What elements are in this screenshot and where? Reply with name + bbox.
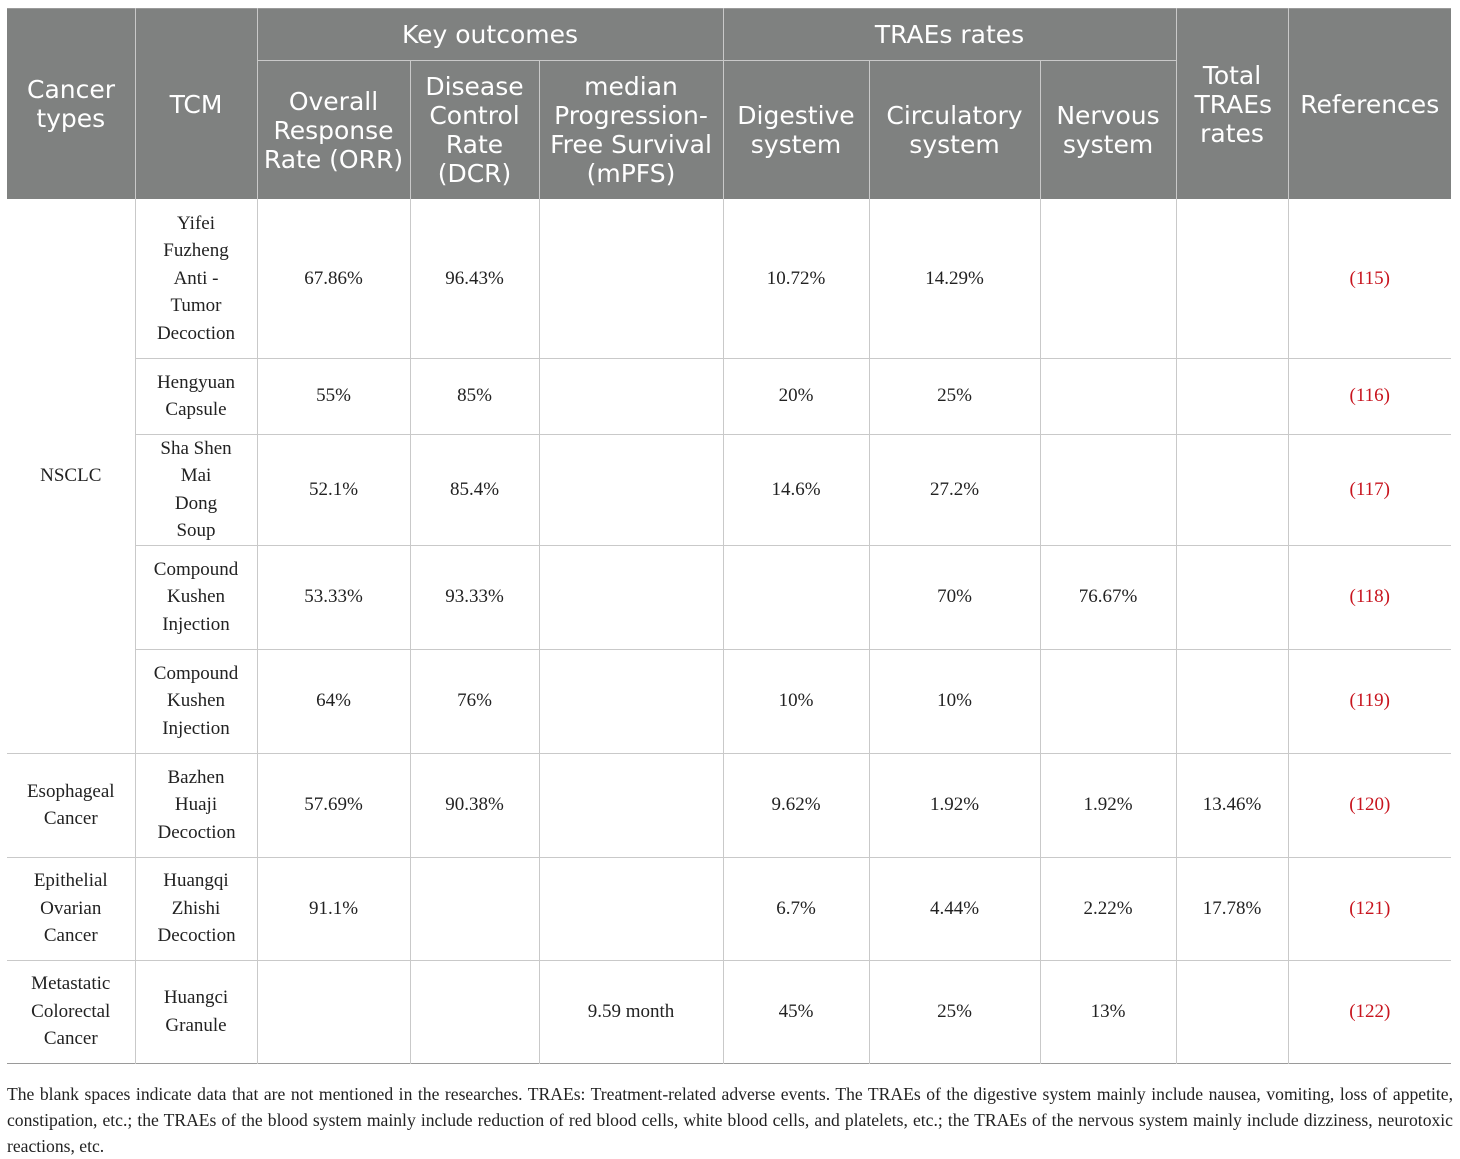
tcm-cell: Huangci Granule bbox=[135, 960, 257, 1063]
mpfs-cell bbox=[539, 545, 723, 649]
reference-link[interactable]: 115 bbox=[1355, 267, 1384, 289]
digestive-cell: 9.62% bbox=[723, 753, 869, 857]
table-row bbox=[7, 857, 1451, 960]
tcm-outcomes-table bbox=[7, 8, 1451, 1064]
nervous-cell: 2.22% bbox=[1040, 857, 1176, 960]
table-row bbox=[7, 545, 1451, 649]
mpfs-cell bbox=[539, 199, 723, 358]
digestive-cell: 10.72% bbox=[723, 199, 869, 358]
tcm-cell: Compound Kushen Injection bbox=[135, 545, 257, 649]
total-traes-cell bbox=[1176, 960, 1288, 1063]
reference-link[interactable]: 119 bbox=[1355, 690, 1384, 712]
tcm-cell: Compound Kushen Injection bbox=[135, 649, 257, 753]
dcr-cell: 85% bbox=[410, 358, 539, 434]
tcm-cell: Sha Shen Mai Dong Soup bbox=[135, 434, 257, 545]
digestive-cell: 45% bbox=[723, 960, 869, 1063]
orr-cell: 91.1% bbox=[257, 857, 410, 960]
total-traes-cell bbox=[1176, 434, 1288, 545]
circulatory-cell: 10% bbox=[869, 649, 1040, 753]
circulatory-cell: 25% bbox=[869, 960, 1040, 1063]
tcm-cell: Hengyuan Capsule bbox=[135, 358, 257, 434]
table-row bbox=[7, 358, 1451, 434]
header-orr: Overall Response Rate (ORR) bbox=[257, 61, 410, 200]
table-row bbox=[7, 649, 1451, 753]
orr-cell: 53.33% bbox=[257, 545, 410, 649]
nervous-cell: 76.67% bbox=[1040, 545, 1176, 649]
header-digestive: Digestive system bbox=[723, 61, 869, 200]
orr-cell: 67.86% bbox=[257, 199, 410, 358]
circulatory-cell: 1.92% bbox=[869, 753, 1040, 857]
reference-cell: (116) bbox=[1288, 358, 1451, 434]
dcr-cell: 93.33% bbox=[410, 545, 539, 649]
header-nervous: Nervous system bbox=[1040, 61, 1176, 200]
tcm-cell: Huangqi Zhishi Decoction bbox=[135, 857, 257, 960]
header-dcr: Disease Control Rate (DCR) bbox=[410, 61, 539, 200]
nervous-cell: 1.92% bbox=[1040, 753, 1176, 857]
cancer-type-cell: NSCLC bbox=[7, 199, 135, 753]
orr-cell: 57.69% bbox=[257, 753, 410, 857]
reference-link[interactable]: 118 bbox=[1355, 586, 1384, 608]
dcr-cell: 90.38% bbox=[410, 753, 539, 857]
header-cancer-types: Cancer types bbox=[7, 9, 135, 200]
table-row bbox=[7, 199, 1451, 358]
total-traes-cell bbox=[1176, 649, 1288, 753]
reference-cell: (119) bbox=[1288, 649, 1451, 753]
mpfs-cell: 9.59 month bbox=[539, 960, 723, 1063]
orr-cell: 55% bbox=[257, 358, 410, 434]
header-circulatory: Circulatory system bbox=[869, 61, 1040, 200]
reference-cell: (120) bbox=[1288, 753, 1451, 857]
total-traes-cell: 17.78% bbox=[1176, 857, 1288, 960]
header-references: References bbox=[1288, 9, 1451, 200]
cancer-type-cell: Epithelial Ovarian Cancer bbox=[7, 857, 135, 960]
reference-cell: (117) bbox=[1288, 434, 1451, 545]
digestive-cell: 14.6% bbox=[723, 434, 869, 545]
reference-link[interactable]: 120 bbox=[1355, 794, 1385, 816]
reference-cell: (121) bbox=[1288, 857, 1451, 960]
total-traes-cell: 13.46% bbox=[1176, 753, 1288, 857]
orr-cell: 64% bbox=[257, 649, 410, 753]
dcr-cell: 96.43% bbox=[410, 199, 539, 358]
table-container bbox=[7, 8, 1451, 1064]
reference-cell: (122) bbox=[1288, 960, 1451, 1063]
reference-link[interactable]: 121 bbox=[1355, 897, 1385, 919]
dcr-cell: 85.4% bbox=[410, 434, 539, 545]
tcm-cell: Bazhen Huaji Decoction bbox=[135, 753, 257, 857]
nervous-cell bbox=[1040, 434, 1176, 545]
digestive-cell bbox=[723, 545, 869, 649]
mpfs-cell bbox=[539, 358, 723, 434]
nervous-cell bbox=[1040, 358, 1176, 434]
header-traes-rates: TRAEs rates bbox=[723, 9, 1176, 61]
mpfs-cell bbox=[539, 434, 723, 545]
orr-cell bbox=[257, 960, 410, 1063]
reference-link[interactable]: 116 bbox=[1355, 385, 1384, 407]
header-mpfs: median Progression-Free Survival (mPFS) bbox=[539, 61, 723, 200]
nervous-cell bbox=[1040, 649, 1176, 753]
dcr-cell bbox=[410, 960, 539, 1063]
reference-cell: (115) bbox=[1288, 199, 1451, 358]
dcr-cell bbox=[410, 857, 539, 960]
total-traes-cell bbox=[1176, 545, 1288, 649]
header-tcm: TCM bbox=[135, 9, 257, 200]
table-footnote: The blank spaces indicate data that are not mentioned in the researches. TRAEs: Treatment-related adverse events. The TRAEs of the digestive system mainly include nausea, vomiting, loss of appetite, constipation, etc.; the TRAEs of the blood system mainly include reduction of red blood cells, white blood cells, and platelets, etc.; the TRAEs of the nervous system mainly include dizziness, neurotoxic reactions, etc. bbox=[7, 1083, 1453, 1156]
circulatory-cell: 27.2% bbox=[869, 434, 1040, 545]
reference-cell: (118) bbox=[1288, 545, 1451, 649]
nervous-cell: 13% bbox=[1040, 960, 1176, 1063]
total-traes-cell bbox=[1176, 358, 1288, 434]
mpfs-cell bbox=[539, 857, 723, 960]
circulatory-cell: 14.29% bbox=[869, 199, 1040, 358]
nervous-cell bbox=[1040, 199, 1176, 358]
digestive-cell: 6.7% bbox=[723, 857, 869, 960]
table-row bbox=[7, 434, 1451, 545]
reference-link[interactable]: 122 bbox=[1355, 1000, 1385, 1022]
cancer-type-cell: Esophageal Cancer bbox=[7, 753, 135, 857]
dcr-cell: 76% bbox=[410, 649, 539, 753]
total-traes-cell bbox=[1176, 199, 1288, 358]
table-row bbox=[7, 960, 1451, 1063]
digestive-cell: 10% bbox=[723, 649, 869, 753]
circulatory-cell: 70% bbox=[869, 545, 1040, 649]
reference-link[interactable]: 117 bbox=[1355, 478, 1384, 500]
mpfs-cell bbox=[539, 649, 723, 753]
cancer-type-cell: Metastatic Colorectal Cancer bbox=[7, 960, 135, 1063]
digestive-cell: 20% bbox=[723, 358, 869, 434]
mpfs-cell bbox=[539, 753, 723, 857]
circulatory-cell: 4.44% bbox=[869, 857, 1040, 960]
header-key-outcomes: Key outcomes bbox=[257, 9, 723, 61]
table-row bbox=[7, 753, 1451, 857]
tcm-cell: Yifei Fuzheng Anti -Tumor Decoction bbox=[135, 199, 257, 358]
circulatory-cell: 25% bbox=[869, 358, 1040, 434]
header-total-traes: Total TRAEs rates bbox=[1176, 9, 1288, 200]
orr-cell: 52.1% bbox=[257, 434, 410, 545]
